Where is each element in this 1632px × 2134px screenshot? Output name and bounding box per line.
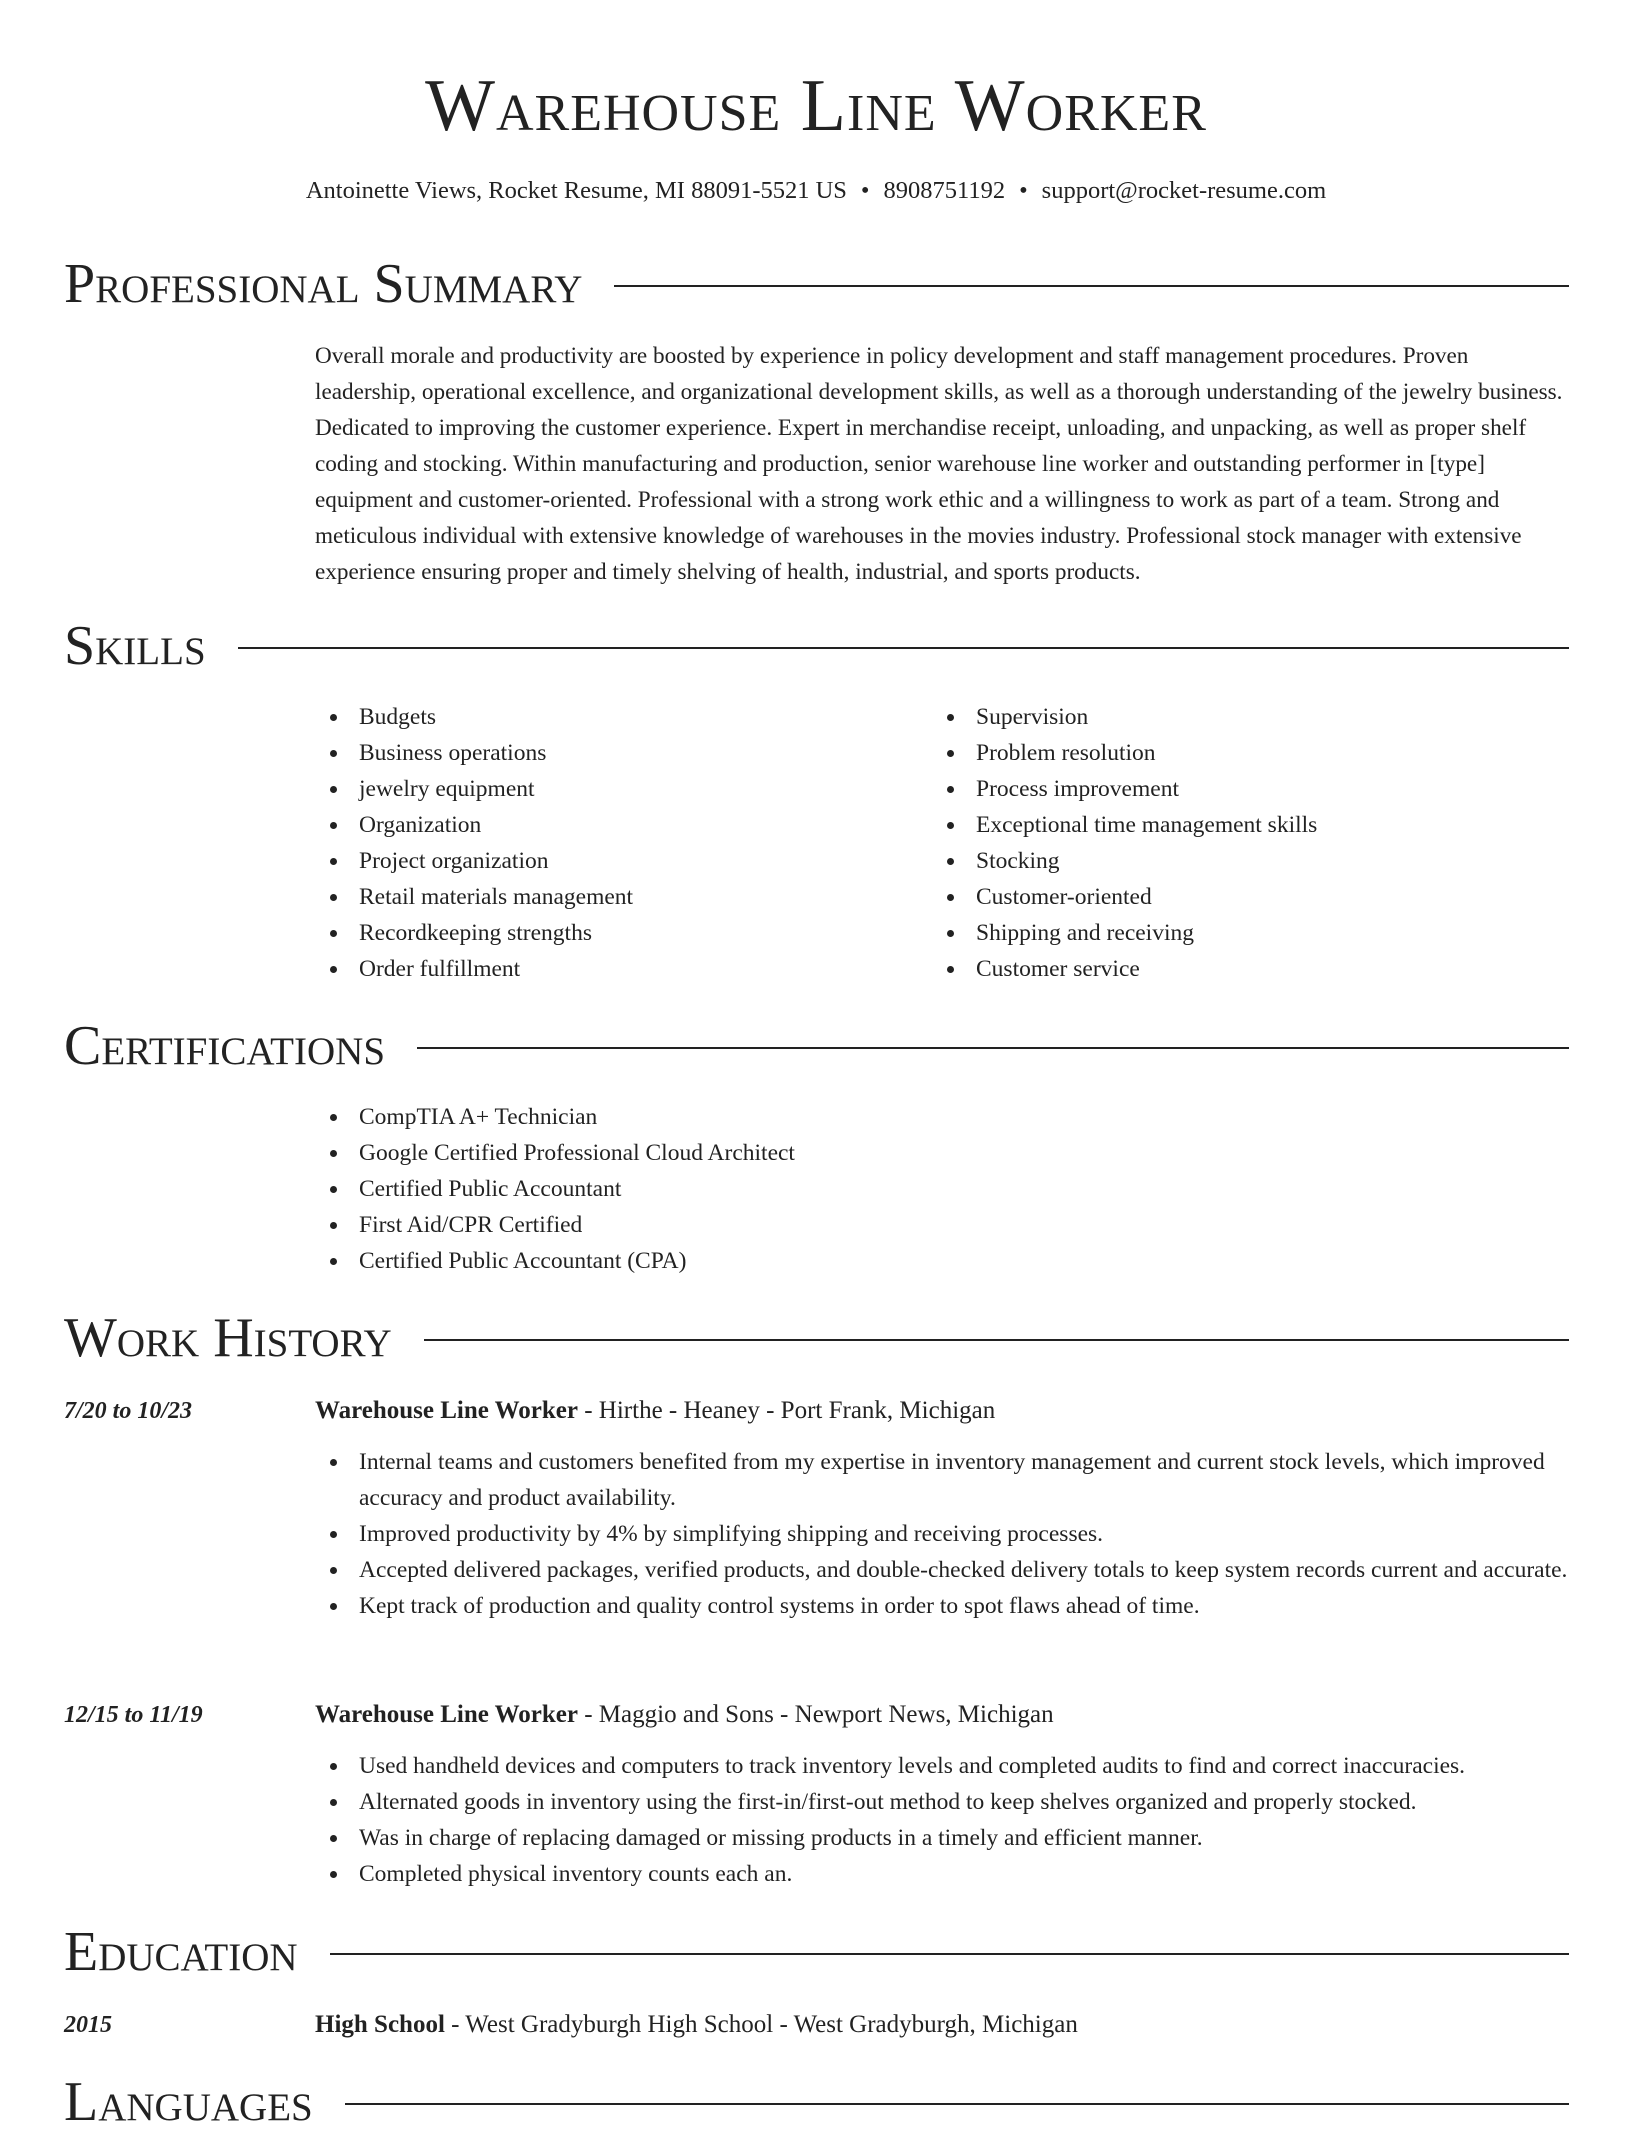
section-title: Professional Summary [64,253,583,315]
section-languages [64,2070,1569,2134]
skills-list-right [932,699,1552,987]
section-title: Languages [64,2071,313,2133]
section-divider [238,647,1569,649]
skill-item: Exceptional time management skills [932,807,1552,843]
contact-separator: • [1019,177,1028,204]
skills-list-left [315,699,915,987]
contact-line [0,176,1632,206]
certification-item: CompTIA A+ Technician [315,1099,1515,1135]
contact-address: Antoinette Views, Rocket Resume, MI 88091-5521 US [305,177,847,204]
certifications-list [315,1099,1515,1279]
section-professional-summary [64,252,1569,316]
skill-item: Project organization [315,843,915,879]
job-bullet: Accepted delivered packages, verified products, and double-checked delivery totals to keep system records current and accurate. [315,1552,1570,1588]
skill-item: Organization [315,807,915,843]
certification-item: Certified Public Accountant (CPA) [315,1243,1515,1279]
job-bullet-list [315,1444,1570,1624]
education-year: 2015 [64,2012,112,2038]
section-title: Certifications [64,1015,386,1077]
section-title: Education [64,1921,298,1983]
job-bullet: Kept track of production and quality control systems in order to spot flaws ahead of time. [315,1588,1570,1624]
job-bullet: Used handheld devices and computers to track inventory levels and completed audits to find and correct inaccuracies. [315,1748,1570,1784]
skill-item: Recordkeeping strengths [315,915,915,951]
resume-name: Warehouse Line Worker [425,65,1207,147]
skill-item: Stocking [932,843,1552,879]
education-degree: High School [315,2011,445,2038]
certification-item: Google Certified Professional Cloud Architect [315,1135,1515,1171]
skill-item: Problem resolution [932,735,1552,771]
contact-email: support@rocket-resume.com [1041,177,1327,204]
skill-item: Retail materials management [315,879,915,915]
skill-item: Customer service [932,951,1552,987]
section-title: Work History [64,1307,392,1369]
job-bullet: Alternated goods in inventory using the first-in/first-out method to keep shelves organized and properly stocked. [315,1784,1570,1820]
job-bullet: Was in charge of replacing damaged or missing products in a timely and efficient manner. [315,1820,1570,1856]
section-education [64,1920,1569,1984]
job-bullet-list [315,1748,1570,1892]
section-divider [345,2103,1569,2105]
education-heading [315,2007,1078,2043]
skill-item: Budgets [315,699,915,735]
skill-item: Shipping and receiving [932,915,1552,951]
contact-phone: 8908751192 [883,177,1006,204]
skill-item: Process improvement [932,771,1552,807]
section-divider [424,1339,1569,1341]
section-divider [330,1953,1569,1955]
job-bullet: Improved productivity by 4% by simplifying shipping and receiving processes. [315,1516,1570,1552]
job-position: Warehouse Line Worker [315,1701,578,1728]
job-dates: 7/20 to 10/23 [64,1398,193,1424]
job-bullet: Completed physical inventory counts each an. [315,1856,1570,1892]
section-certifications [64,1014,1569,1078]
job-heading [315,1697,1054,1733]
certification-item: Certified Public Accountant [315,1171,1515,1207]
section-work-history [64,1306,1569,1370]
skill-item: jewelry equipment [315,771,915,807]
section-divider [417,1047,1569,1049]
skill-item: Order fulfillment [315,951,915,987]
job-position: Warehouse Line Worker [315,1397,578,1424]
job-bullet: Internal teams and customers benefited from my expertise in inventory management and current stock levels, which improved accuracy and product availability. [315,1444,1570,1516]
skill-item: Customer-oriented [932,879,1552,915]
section-divider [614,285,1569,287]
education-school-location: - West Gradyburgh High School - West Gradyburgh, Michigan [444,2011,1078,2038]
summary-text: Overall morale and productivity are boosted by experience in policy development and staff management procedures. Proven leadership, operational excellence, and organizational development skills, as well as a thorough understanding of the jewelry business. Dedicated to improving the customer experience. Expert in merchandise receipt, unloading, and unpacking, as well as proper shelf coding and stocking. Within manufacturing and production, senior warehouse line worker and outstanding performer in [type] equipment and customer-oriented. Professional with a strong work ethic and a willingness to work as part of a team. Strong and meticulous individual with extensive knowledge of warehouses in the movies industry. Professional stock manager with extensive experience ensuring proper and timely shelving of health, industrial, and sports products. [315,343,1563,585]
section-title: Skills [64,615,206,677]
job-employer-location: - Hirthe - Heaney - Port Frank, Michigan [577,1397,996,1424]
certification-item: First Aid/CPR Certified [315,1207,1515,1243]
job-heading [315,1393,995,1429]
skill-item: Business operations [315,735,915,771]
skill-item: Supervision [932,699,1552,735]
job-employer-location: - Maggio and Sons - Newport News, Michigan [577,1701,1054,1728]
section-skills [64,614,1569,678]
contact-separator: • [860,177,870,204]
job-dates: 12/15 to 11/19 [64,1702,203,1728]
